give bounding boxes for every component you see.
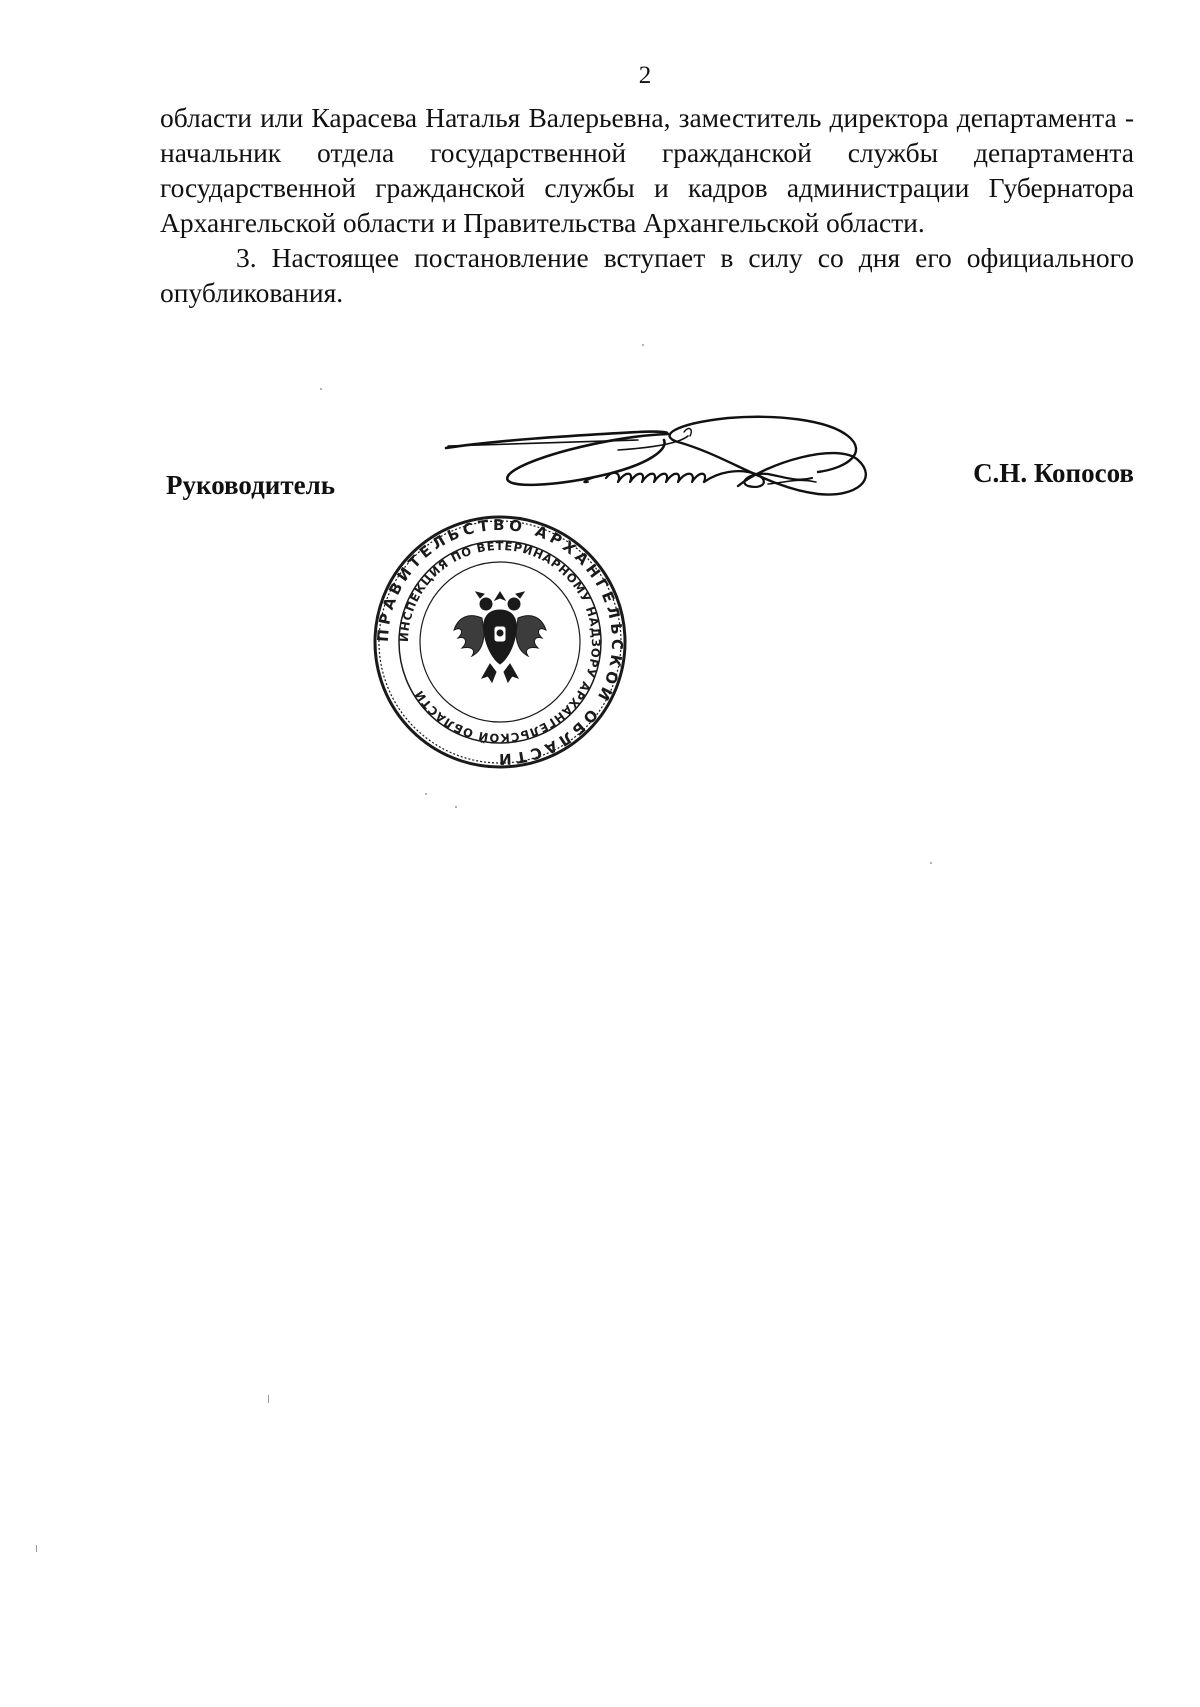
signer-title: Руководитель (166, 470, 336, 500)
scan-speck (455, 806, 457, 808)
document-body (160, 100, 1134, 310)
paragraph-3: 3. Настоящее постановление вступает в силу со дня его официального опубликования. (160, 242, 1134, 308)
scan-speck (930, 862, 932, 864)
signer-name: С.Н. Копосов (973, 458, 1134, 488)
seal-inner-text: ИНСПЕКЦИЯ ПО ВЕТЕРИНАРНОМУ НАДЗОРУ АРХАНГЕЛЬСКОЙ ОБЛАСТИ (396, 538, 604, 746)
seal-outer-text: ПРАВИТЕЛЬСТВО АРХАНГЕЛЬСКОЙ ОБЛАСТИ (373, 515, 627, 769)
coat-of-arms-icon (454, 592, 546, 682)
page-number: 2 (638, 62, 652, 89)
scan-speck (36, 1545, 37, 1552)
paragraph-continuation: области или Карасева Наталья Валерьевна, заместитель директора департамента - начальник отдела государственной гражданской службы департамента государственной гражданской службы и кадров администрации Губернатора Архангельской области и Правительства Архангельской области. (160, 102, 1134, 238)
scan-speck (425, 793, 427, 795)
scan-speck (320, 388, 322, 390)
official-seal (372, 514, 628, 770)
scan-speck (268, 1395, 269, 1403)
scan-speck (642, 344, 644, 346)
